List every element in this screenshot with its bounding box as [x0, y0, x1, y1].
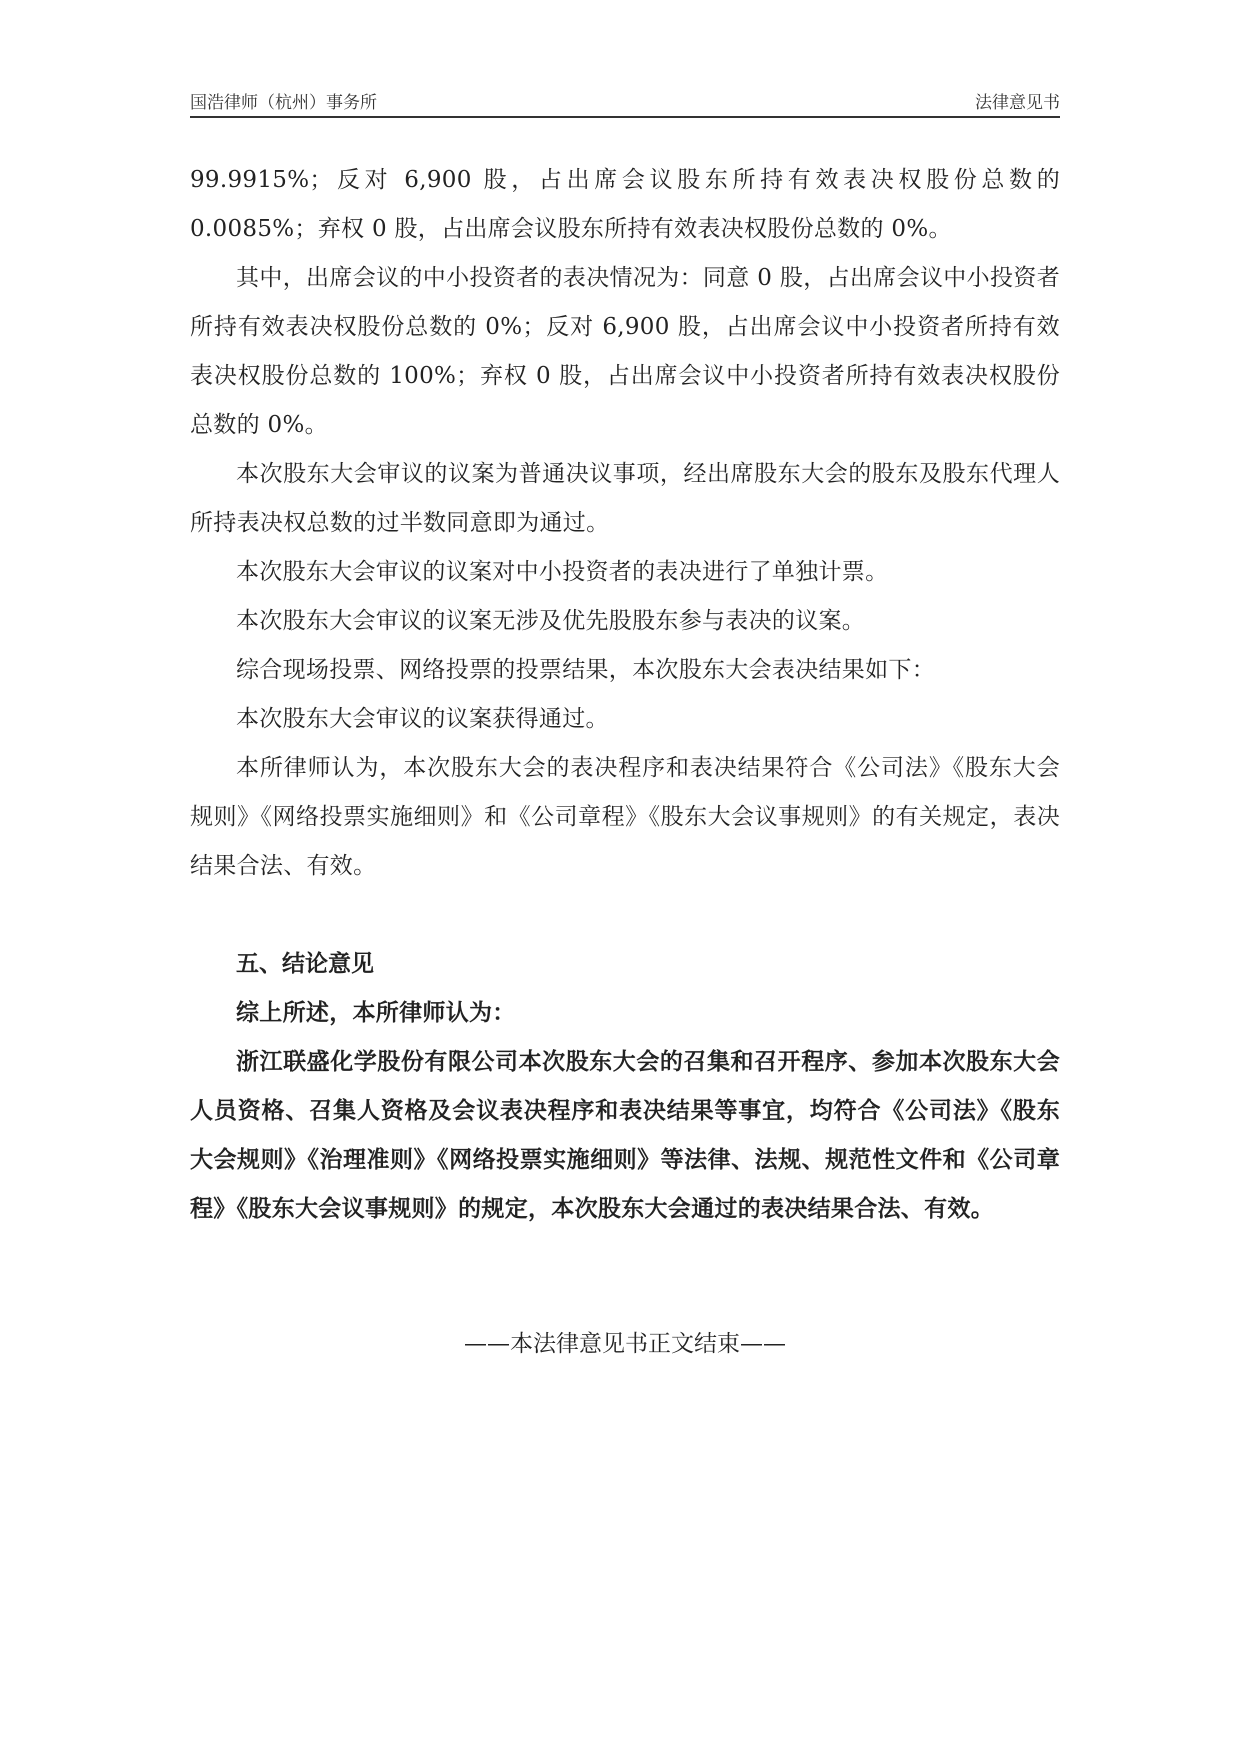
conclusion-heading: 五、结论意见 — [236, 951, 374, 977]
document-end-marker: ——本法律意见书正文结束—— — [464, 1331, 786, 1357]
page-header — [190, 86, 1060, 118]
conclusion-text: 浙江联盛化学股份有限公司本次股东大会的召集和召开程序、参加本次股东大会人员资格、召集人资格及会议表决程序和表决结果等事宜，均符合《公司法》《股东大会规则》《治理准则》《网络投票实施细则》等法律、法规、规范性文件和《公司章程》《股东大会议事规则》的规定，本次股东大会通过的表决结果合法、有效。 — [190, 1049, 1060, 1222]
paragraph-ordinary-resolution: 本次股东大会审议的议案为普通决议事项，经出席股东大会的股东及股东代理人所持表决权总数的过半数同意即为通过。 — [190, 461, 1060, 536]
paragraph-combined-result: 综合现场投票、网络投票的投票结果，本次股东大会表决结果如下： — [236, 657, 935, 683]
paragraph-vote-result: 99.9915%；反对 6,900 股，占出席会议股东所持有效表决权股份总数的 0.0085%；弃权 0 股，占出席会议股东所持有效表决权股份总数的 0%。 — [190, 167, 1060, 242]
paragraph-motion-passed: 本次股东大会审议的议案获得通过。 — [236, 706, 609, 732]
conclusion-intro: 综上所述，本所律师认为： — [236, 1000, 516, 1026]
section-gap — [190, 891, 1060, 940]
header-document-type: 法律意见书 — [975, 93, 1060, 113]
paragraph-lawyer-opinion: 本所律师认为，本次股东大会的表决程序和表决结果符合《公司法》《股东大会规则》《网络投票实施细则》和《公司章程》《股东大会议事规则》的有关规定，表决结果合法、有效。 — [190, 755, 1060, 879]
header-firm-name: 国浩律师（杭州）事务所 — [190, 93, 377, 113]
document-body — [190, 156, 1060, 1234]
paragraph-separate-count: 本次股东大会审议的议案对中小投资者的表决进行了单独计票。 — [236, 559, 889, 585]
paragraph-minority-vote: 其中，出席会议的中小投资者的表决情况为：同意 0 股，占出席会议中小投资者所持有效表决权股份总数的 0%；反对 6,900 股，占出席会议中小投资者所持有效表决权股份总数的 100%；弃权 0 股，占出席会议中小投资者所持有效表决权股份总数的 0%。 — [190, 265, 1060, 438]
paragraph-preferred-shares: 本次股东大会审议的议案无涉及优先股股东参与表决的议案。 — [236, 608, 866, 634]
